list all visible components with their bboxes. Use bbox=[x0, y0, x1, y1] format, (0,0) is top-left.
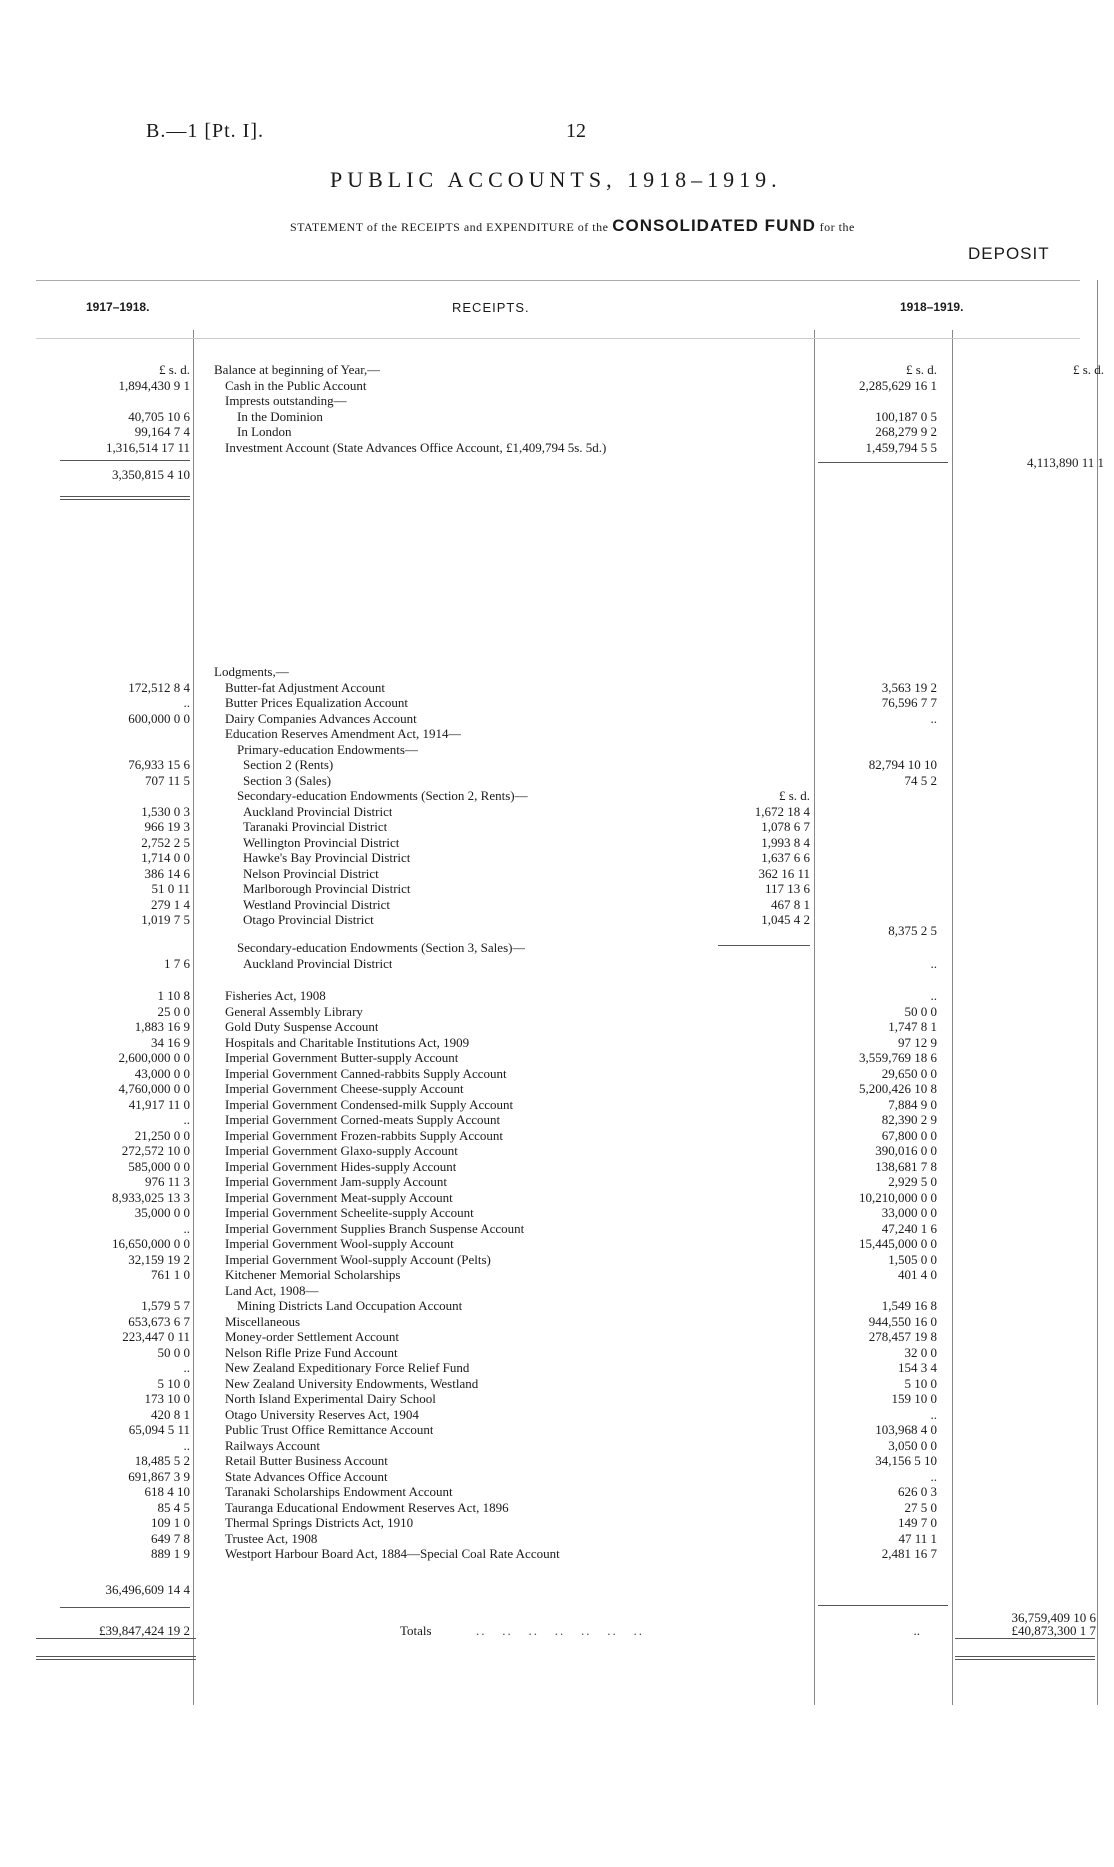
amount-1917-1918: £ s. d. bbox=[158, 362, 190, 377]
amount-1917-1918: 386 14 6 bbox=[144, 865, 190, 881]
amount-1918-1919: 1,747 8 1 bbox=[888, 1019, 937, 1034]
amount-1917-1918: 173 10 0 bbox=[144, 1391, 190, 1406]
table-row bbox=[0, 940, 1114, 955]
table-row bbox=[0, 1190, 1114, 1205]
amount-1918-1919: £ s. d. bbox=[905, 362, 937, 377]
lodgments-total-prev: 36,496,609 14 4 bbox=[105, 1582, 190, 1597]
receipt-description: New Zealand Expeditionary Force Relief Fund bbox=[225, 1360, 470, 1375]
totals-double-rule-prev-2 bbox=[36, 1659, 196, 1660]
table-row bbox=[0, 1422, 1114, 1437]
amount-1917-1918: 172,512 8 4 bbox=[128, 679, 190, 695]
amount-1918-1919: 100,187 0 5 bbox=[875, 408, 937, 424]
table-row bbox=[0, 1081, 1114, 1096]
amount-1917-1918: 1,316,514 17 11 bbox=[105, 439, 190, 455]
receipt-description: Section 3 (Sales) bbox=[243, 772, 332, 788]
receipt-description: Hospitals and Charitable Institutions Act, 1909 bbox=[225, 1034, 470, 1050]
table-row bbox=[0, 1314, 1114, 1329]
amount-sub-column: 1,045 4 2 bbox=[761, 912, 810, 927]
table-row bbox=[0, 1500, 1114, 1515]
receipt-description: Thermal Springs Districts Act, 1910 bbox=[225, 1515, 414, 1530]
table-row bbox=[0, 1329, 1114, 1344]
receipt-description: Auckland Provincial District bbox=[243, 955, 393, 971]
lodgments-total-far: 36,759,409 10 6 bbox=[1011, 1610, 1096, 1625]
table-row bbox=[0, 1298, 1114, 1313]
amount-1917-1918: 35,000 0 0 bbox=[134, 1205, 190, 1220]
receipt-description: Imperial Government Corned-meats Supply Account bbox=[225, 1112, 501, 1127]
amount-1917-1918: 8,933,025 13 3 bbox=[112, 1189, 190, 1205]
table-row bbox=[0, 362, 1114, 377]
amount-sub-column: 1,637 6 6 bbox=[761, 850, 810, 865]
table-row bbox=[0, 409, 1114, 424]
table-row bbox=[0, 819, 1114, 834]
table-row bbox=[0, 1143, 1114, 1158]
receipt-description: Land Act, 1908— bbox=[225, 1282, 319, 1298]
amount-1918-1919: 76,596 7 7 bbox=[881, 695, 937, 710]
amount-1918-1919: 82,794 10 10 bbox=[868, 757, 937, 772]
receipt-description: Westport Harbour Board Act, 1884—Special Coal Rate Account bbox=[225, 1546, 560, 1561]
receipt-description: Secondary-education Endowments (Section 3, Sales)— bbox=[237, 940, 526, 955]
amount-1917-1918: 34 16 9 bbox=[151, 1034, 190, 1050]
amount-1918-1919: 626 0 3 bbox=[898, 1484, 937, 1499]
table-row bbox=[0, 1515, 1114, 1530]
table-row bbox=[0, 424, 1114, 439]
amount-1917-1918: 761 1 0 bbox=[151, 1267, 190, 1282]
table-row bbox=[0, 1174, 1114, 1189]
amount-sub-column: 1,993 8 4 bbox=[761, 834, 810, 850]
receipt-description: Wellington Provincial District bbox=[243, 834, 400, 850]
amount-sub-column: 117 13 6 bbox=[764, 881, 810, 896]
amount-1917-1918: 43,000 0 0 bbox=[134, 1065, 190, 1081]
amount-sub-column: 467 8 1 bbox=[771, 896, 810, 912]
table-row bbox=[0, 788, 1114, 803]
receipt-description: Otago Provincial District bbox=[243, 912, 374, 927]
amount-1918-1919: 5 10 0 bbox=[904, 1375, 937, 1391]
amount-1917-1918: 1 7 6 bbox=[164, 955, 190, 971]
receipt-description: Mining Districts Land Occupation Account bbox=[237, 1298, 463, 1313]
receipt-description: Imperial Government Wool-supply Account bbox=[225, 1236, 454, 1251]
column-head-1918-1919: 1918–1919. bbox=[900, 300, 964, 314]
table-row bbox=[0, 881, 1114, 896]
amount-1917-1918: 1 10 8 bbox=[157, 988, 190, 1003]
table-row bbox=[0, 1407, 1114, 1422]
table-row bbox=[0, 1283, 1114, 1298]
amount-1918-1919: 34,156 5 10 bbox=[875, 1453, 937, 1468]
receipt-description: Nelson Rifle Prize Fund Account bbox=[225, 1344, 398, 1360]
amount-1917-1918: 65,094 5 11 bbox=[128, 1422, 190, 1437]
table-row bbox=[0, 835, 1114, 850]
receipt-description: Money-order Settlement Account bbox=[225, 1329, 400, 1344]
amount-1918-1919: 149 7 0 bbox=[898, 1515, 937, 1530]
amount-1918-1919: 944,550 16 0 bbox=[868, 1313, 937, 1329]
table-row bbox=[0, 956, 1114, 971]
table-row bbox=[0, 1128, 1114, 1143]
receipt-description: Imperial Government Cheese-supply Account bbox=[225, 1081, 464, 1096]
subtitle-fund-name: CONSOLIDATED FUND bbox=[612, 216, 816, 235]
amount-1918-1919: 7,884 9 0 bbox=[888, 1096, 937, 1112]
amount-1917-1918: 25 0 0 bbox=[157, 1003, 190, 1019]
amount-1917-1918: .. bbox=[183, 1112, 190, 1127]
amount-1917-1918: 653,673 6 7 bbox=[128, 1313, 190, 1329]
amount-1917-1918: .. bbox=[183, 695, 190, 710]
amount-1917-1918: 649 7 8 bbox=[151, 1530, 190, 1546]
amount-1918-1919: 1,549 16 8 bbox=[881, 1298, 937, 1313]
deposit-heading: DEPOSIT bbox=[968, 244, 1050, 263]
receipt-description: Miscellaneous bbox=[225, 1313, 301, 1329]
receipt-description: North Island Experimental Dairy School bbox=[225, 1391, 436, 1406]
amount-1918-1919: 97 12 9 bbox=[898, 1034, 937, 1050]
amount-1917-1918: 1,883 16 9 bbox=[134, 1019, 190, 1034]
table-row bbox=[0, 1469, 1114, 1484]
receipt-description: General Assembly Library bbox=[225, 1003, 363, 1019]
table-row bbox=[0, 726, 1114, 741]
receipt-description: Taranaki Provincial District bbox=[243, 819, 388, 834]
table-row bbox=[0, 1066, 1114, 1081]
receipt-description: Primary-education Endowments— bbox=[237, 741, 418, 757]
totals-prev: £39,847,424 19 2 bbox=[99, 1623, 190, 1638]
receipt-description: Dairy Companies Advances Account bbox=[225, 710, 417, 726]
amount-1917-1918: 85 4 5 bbox=[157, 1499, 190, 1515]
receipt-description: Imperial Government Butter-supply Account bbox=[225, 1050, 459, 1065]
amount-1917-1918: 4,760,000 0 0 bbox=[118, 1081, 190, 1096]
amount-1918-1919: .. bbox=[930, 1468, 937, 1484]
amount-1917-1918: 41,917 11 0 bbox=[128, 1096, 190, 1112]
table-row bbox=[0, 1236, 1114, 1251]
table-row bbox=[0, 1531, 1114, 1546]
amount-1918-1919: .. bbox=[930, 1406, 937, 1422]
table-row bbox=[0, 988, 1114, 1003]
amount-1918-1919: .. bbox=[930, 710, 937, 726]
table-row bbox=[0, 393, 1114, 408]
receipt-description: Railways Account bbox=[225, 1437, 320, 1453]
receipt-description: Westland Provincial District bbox=[243, 896, 390, 912]
amount-1918-1919: 50 0 0 bbox=[904, 1003, 937, 1019]
amount-1918-1919: 2,285,629 16 1 bbox=[859, 377, 937, 393]
amount-1917-1918: 76,933 15 6 bbox=[128, 757, 190, 772]
header-rule bbox=[36, 338, 1080, 339]
amount-1917-1918: 420 8 1 bbox=[151, 1406, 190, 1422]
table-row bbox=[0, 1004, 1114, 1019]
table-row bbox=[0, 1391, 1114, 1406]
table-row bbox=[0, 1159, 1114, 1174]
receipt-description: Section 2 (Rents) bbox=[243, 757, 334, 772]
table-row bbox=[0, 1345, 1114, 1360]
amount-1918-1919: 159 10 0 bbox=[891, 1391, 937, 1406]
lodgments-subtotal-rule-curr bbox=[818, 1605, 948, 1606]
amount-1918-1919: 103,968 4 0 bbox=[875, 1422, 937, 1437]
amount-1917-1918: 600,000 0 0 bbox=[128, 710, 190, 726]
amount-1918-1919: 3,563 19 2 bbox=[881, 679, 937, 695]
amount-1918-1919: 8,375 2 5 bbox=[888, 923, 937, 938]
table-row bbox=[0, 1376, 1114, 1391]
receipt-description: Marlborough Provincial District bbox=[243, 881, 411, 896]
receipt-description: Gold Duty Suspense Account bbox=[225, 1019, 379, 1034]
receipt-description: Imperial Government Condensed-milk Supply Account bbox=[225, 1096, 514, 1112]
table-top-rule bbox=[36, 280, 1080, 281]
amount-1917-1918: 21,250 0 0 bbox=[134, 1127, 190, 1143]
amount-1918-1919: 82,390 2 9 bbox=[881, 1112, 937, 1127]
table-row bbox=[0, 1546, 1114, 1561]
receipt-description: New Zealand University Endowments, Westland bbox=[225, 1375, 479, 1391]
amount-1918-1919: 3,050 0 0 bbox=[888, 1437, 937, 1453]
receipt-description: Tauranga Educational Endowment Reserves Act, 1896 bbox=[225, 1499, 509, 1515]
table-row bbox=[0, 467, 1114, 482]
subtitle-prefix: STATEMENT of the RECEIPTS and EXPENDITURE of the bbox=[290, 220, 609, 234]
amount-1918-1919: 390,016 0 0 bbox=[875, 1143, 937, 1158]
amount-1917-1918: 2,600,000 0 0 bbox=[118, 1050, 190, 1065]
amount-1918-1919: 47 11 1 bbox=[898, 1530, 937, 1546]
amount-1918-1919: 67,800 0 0 bbox=[881, 1127, 937, 1143]
balance-double-rule-prev-2 bbox=[60, 499, 190, 500]
totals-far: £40,873,300 1 7 bbox=[1011, 1623, 1096, 1638]
receipt-description: Imperial Government Frozen-rabbits Supply Account bbox=[225, 1127, 503, 1143]
amount-1917-1918: 3,350,815 4 10 bbox=[112, 467, 190, 482]
amount-1917-1918: 889 1 9 bbox=[151, 1546, 190, 1561]
receipt-description: Imperial Government Hides-supply Account bbox=[225, 1158, 457, 1174]
amount-1917-1918: 691,867 3 9 bbox=[128, 1468, 190, 1484]
amount-1917-1918: 1,019 7 5 bbox=[141, 912, 190, 927]
amount-1917-1918: 99,164 7 4 bbox=[134, 424, 190, 439]
amount-1918-1919: 2,481 16 7 bbox=[881, 1546, 937, 1561]
receipt-description: Otago University Reserves Act, 1904 bbox=[225, 1406, 419, 1422]
table-row bbox=[0, 1050, 1114, 1065]
amount-1918-1919: 5,200,426 10 8 bbox=[859, 1081, 937, 1096]
amount-1918-1919: 1,459,794 5 5 bbox=[865, 439, 937, 455]
amount-1917-1918: 1,714 0 0 bbox=[141, 850, 190, 865]
receipt-description: Cash in the Public Account bbox=[225, 377, 367, 393]
table-row bbox=[0, 1221, 1114, 1236]
receipt-description: State Advances Office Account bbox=[225, 1468, 388, 1484]
amount-1918-1919: 33,000 0 0 bbox=[881, 1205, 937, 1220]
receipt-description: Education Reserves Amendment Act, 1914— bbox=[225, 726, 462, 741]
amount-1918-1919: 154 3 4 bbox=[898, 1360, 937, 1375]
table-row bbox=[0, 1097, 1114, 1112]
receipt-description: Hawke's Bay Provincial District bbox=[243, 850, 411, 865]
amount-sub-column: 1,078 6 7 bbox=[761, 819, 810, 834]
amount-sub-column: £ s. d. bbox=[778, 788, 810, 803]
receipt-description: Investment Account (State Advances Office Account, £1,409,794 5s. 5d.) bbox=[225, 439, 607, 455]
amount-1918-1919: 15,445,000 0 0 bbox=[859, 1236, 937, 1251]
receipt-description: Lodgments,— bbox=[214, 664, 289, 679]
receipt-description: Imperial Government Glaxo-supply Account bbox=[225, 1143, 458, 1158]
amount-1917-1918: 16,650,000 0 0 bbox=[112, 1236, 190, 1251]
amount-1917-1918: 51 0 11 bbox=[151, 881, 190, 896]
totals-double-rule-far bbox=[955, 1656, 1095, 1657]
receipt-description: Kitchener Memorial Scholarships bbox=[225, 1267, 401, 1282]
amount-sub-column: 1,672 18 4 bbox=[754, 803, 810, 819]
receipt-description: Retail Butter Business Account bbox=[225, 1453, 388, 1468]
table-row bbox=[0, 378, 1114, 393]
amount-1917-1918: 1,894,430 9 1 bbox=[118, 377, 190, 393]
table-row bbox=[0, 1205, 1114, 1220]
amount-1918-1919: 29,650 0 0 bbox=[881, 1065, 937, 1081]
table-row bbox=[0, 866, 1114, 881]
receipt-description: Fisheries Act, 1908 bbox=[225, 988, 326, 1003]
receipt-description: Imperial Government Jam-supply Account bbox=[225, 1174, 448, 1189]
amount-1917-1918: 40,705 10 6 bbox=[128, 408, 190, 424]
receipt-description: Secondary-education Endowments (Section 2, Rents)— bbox=[237, 788, 528, 803]
table-row bbox=[0, 1019, 1114, 1034]
table-row bbox=[0, 773, 1114, 788]
amount-1917-1918: 32,159 19 2 bbox=[128, 1251, 190, 1267]
amount-1918-1919: 401 4 0 bbox=[898, 1267, 937, 1282]
page-title: PUBLIC ACCOUNTS, 1918–1919. bbox=[330, 167, 782, 192]
receipt-description: In London bbox=[237, 424, 292, 439]
page-number: 12 bbox=[566, 120, 586, 142]
receipt-description: Imperial Government Wool-supply Account (Pelts) bbox=[225, 1251, 491, 1267]
receipt-description: Balance at beginning of Year,— bbox=[214, 362, 381, 377]
amount-1917-1918: 1,530 0 3 bbox=[141, 803, 190, 819]
amount-1918-1919: 1,505 0 0 bbox=[888, 1251, 937, 1267]
amount-1918-1919: 74 5 2 bbox=[904, 772, 937, 788]
receipt-description: Auckland Provincial District bbox=[243, 803, 393, 819]
totals-double-rule-far-2 bbox=[955, 1659, 1095, 1660]
subtitle-suffix: for the bbox=[819, 220, 855, 234]
column-head-1917-1918: 1917–1918. bbox=[86, 300, 150, 314]
receipt-description: Butter-fat Adjustment Account bbox=[225, 679, 386, 695]
table-row bbox=[0, 1360, 1114, 1375]
receipt-description: Taranaki Scholarships Endowment Account bbox=[225, 1484, 453, 1499]
balance-double-rule-prev bbox=[60, 496, 190, 497]
amount-1918-1919: .. bbox=[930, 988, 937, 1003]
amount-1917-1918: 707 11 5 bbox=[144, 772, 190, 788]
receipt-description: Imperial Government Supplies Branch Suspense Account bbox=[225, 1220, 525, 1236]
totals-label: Totals bbox=[400, 1623, 432, 1638]
amount-1918-1919: 27 5 0 bbox=[904, 1499, 937, 1515]
table-row bbox=[0, 1453, 1114, 1468]
amount-sub-column: 362 16 11 bbox=[758, 865, 810, 881]
table-row bbox=[0, 1252, 1114, 1267]
receipt-description: Butter Prices Equalization Account bbox=[225, 695, 409, 710]
amount-1918-1919: 47,240 1 6 bbox=[881, 1220, 937, 1236]
amount-1917-1918: 50 0 0 bbox=[157, 1344, 190, 1360]
totals-double-rule-prev bbox=[36, 1656, 196, 1657]
column-head-receipts: RECEIPTS. bbox=[452, 300, 530, 315]
table-row bbox=[0, 1035, 1114, 1050]
table-row bbox=[0, 680, 1114, 695]
receipt-description: Trustee Act, 1908 bbox=[225, 1530, 318, 1546]
lodgments-subtotal-rule-prev bbox=[60, 1607, 190, 1608]
amount-1918-1919: 10,210,000 0 0 bbox=[859, 1189, 937, 1205]
receipt-description: Nelson Provincial District bbox=[243, 865, 379, 881]
statement-subtitle bbox=[290, 216, 855, 236]
amount-1918-1919: 3,559,769 18 6 bbox=[859, 1050, 937, 1065]
amount-1917-1918: 18,485 5 2 bbox=[134, 1453, 190, 1468]
amount-1917-1918: .. bbox=[183, 1220, 190, 1236]
amount-1917-1918: .. bbox=[183, 1360, 190, 1375]
amount-1917-1918: 1,579 5 7 bbox=[141, 1298, 190, 1313]
amount-deposit-total: 4,113,890 11 1 bbox=[1026, 455, 1104, 470]
table-row bbox=[0, 804, 1114, 819]
table-row bbox=[0, 664, 1114, 679]
table-row bbox=[0, 850, 1114, 865]
totals-leader-dots: .. .. .. .. .. .. .. bbox=[476, 1623, 644, 1638]
table-row bbox=[0, 440, 1114, 455]
receipt-description: In the Dominion bbox=[237, 408, 323, 424]
table-row bbox=[0, 1267, 1114, 1282]
amount-1918-1919: 278,457 19 8 bbox=[868, 1329, 937, 1344]
amount-deposit-total: £ s. d. bbox=[1072, 362, 1104, 377]
amount-1917-1918: 272,572 10 0 bbox=[121, 1143, 190, 1158]
totals-curr: .. bbox=[913, 1623, 920, 1638]
amount-1917-1918: 109 1 0 bbox=[151, 1515, 190, 1530]
table-row bbox=[0, 1484, 1114, 1499]
table-row bbox=[0, 757, 1114, 772]
amount-1918-1919: .. bbox=[930, 955, 937, 971]
table-row bbox=[0, 1438, 1114, 1453]
amount-1918-1919: 32 0 0 bbox=[904, 1344, 937, 1360]
table-row bbox=[0, 742, 1114, 757]
receipt-description: Imprests outstanding— bbox=[225, 393, 347, 408]
table-row bbox=[0, 1112, 1114, 1127]
amount-1917-1918: 2,752 2 5 bbox=[141, 834, 190, 850]
amount-1917-1918: 585,000 0 0 bbox=[128, 1158, 190, 1174]
receipt-description: Imperial Government Meat-supply Account bbox=[225, 1189, 453, 1205]
amount-1917-1918: .. bbox=[183, 1437, 190, 1453]
receipt-description: Imperial Government Canned-rabbits Supply Account bbox=[225, 1065, 507, 1081]
amount-1918-1919: 138,681 7 8 bbox=[875, 1158, 937, 1174]
table-row bbox=[0, 711, 1114, 726]
table-row bbox=[0, 897, 1114, 912]
amount-1917-1918: 223,447 0 11 bbox=[122, 1329, 190, 1344]
amount-1917-1918: 618 4 10 bbox=[144, 1484, 190, 1499]
amount-1917-1918: 5 10 0 bbox=[157, 1375, 190, 1391]
amount-1918-1919: 268,279 9 2 bbox=[875, 424, 937, 439]
receipt-description: Imperial Government Scheelite-supply Account bbox=[225, 1205, 474, 1220]
amount-1917-1918: 279 1 4 bbox=[151, 896, 190, 912]
document-reference: B.—1 [Pt. I]. bbox=[146, 120, 264, 142]
receipt-description: Public Trust Office Remittance Account bbox=[225, 1422, 434, 1437]
table-row bbox=[0, 695, 1114, 710]
amount-1917-1918: 976 11 3 bbox=[144, 1174, 190, 1189]
amount-1918-1919: 2,929 5 0 bbox=[888, 1174, 937, 1189]
amount-1917-1918: 966 19 3 bbox=[144, 819, 190, 834]
table-row bbox=[0, 923, 1114, 938]
